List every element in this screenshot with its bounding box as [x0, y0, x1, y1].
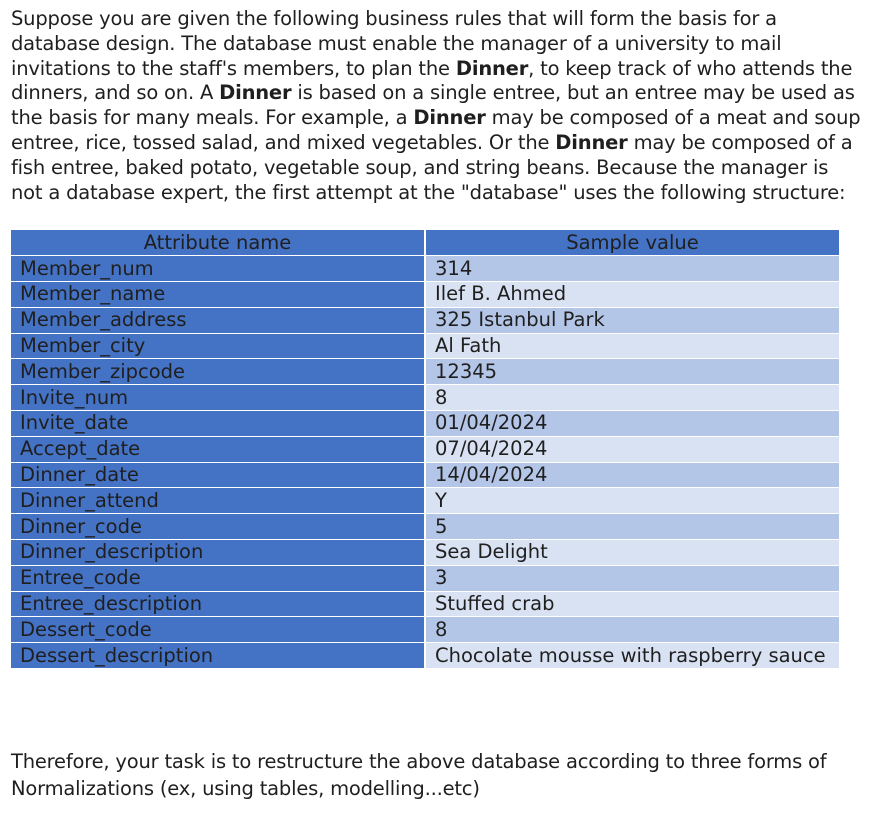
table-row — [11, 333, 839, 359]
table-row — [11, 643, 839, 669]
dinner-term: Dinner — [413, 106, 486, 130]
intro-text-5: may be composed of a fish entree, baked potato, vegetable soup, and string beans. Because the manager is not a database expert, the first attempt at the "database" uses the following structure: — [11, 130, 853, 204]
dinner-term: Dinner — [455, 56, 529, 80]
attribute-name-cell: Member_city — [11, 333, 425, 359]
table-row — [11, 385, 839, 411]
attribute-name-header: Attribute name — [11, 230, 425, 256]
attribute-name-cell: Dessert_description — [11, 643, 425, 669]
table-body — [11, 256, 839, 669]
table-row — [11, 256, 839, 282]
sample-value-cell: Chocolate mousse with raspberry sauce — [425, 643, 839, 669]
attribute-name-cell: Dessert_code — [11, 617, 425, 643]
intro-text-3: is based on a single entree, but an entree may be used as the basis for many meals. For example, a — [11, 81, 855, 130]
table-row — [11, 617, 839, 643]
sample-value-header: Sample value — [425, 230, 839, 256]
table-header-row — [11, 230, 839, 256]
table-row — [11, 436, 839, 462]
attribute-name-cell: Entree_description — [11, 591, 425, 617]
table-row — [11, 565, 839, 591]
attribute-name-cell: Entree_code — [11, 565, 425, 591]
sample-value-cell: 325 Istanbul Park — [425, 307, 839, 333]
table-row — [11, 307, 839, 333]
sample-value-cell: Ilef B. Ahmed — [425, 282, 839, 308]
intro-text-4: may be composed of a meat and soup entree, rice, tossed salad, and mixed vegetables. Or the — [11, 106, 861, 154]
attribute-name-cell: Member_zipcode — [11, 359, 425, 385]
attribute-name-cell: Dinner_attend — [11, 488, 425, 514]
table-row — [11, 359, 839, 385]
attribute-name-cell: Member_num — [11, 256, 425, 282]
sample-value-cell: 01/04/2024 — [425, 411, 839, 437]
attribute-name-cell: Accept_date — [11, 436, 425, 462]
task-paragraph: Therefore, your task is to restructure the above database according to three forms of Normalizations (ex, using tables, modelling...etc) — [11, 750, 827, 800]
sample-value-cell: Stuffed crab — [425, 591, 839, 617]
intro-text-2: , to keep track of who attends the dinners, and so on. A — [11, 56, 853, 105]
sample-value-cell: Al Fath — [425, 333, 839, 359]
attribute-name-cell: Invite_date — [11, 411, 425, 437]
sample-value-cell: Y — [425, 488, 839, 514]
sample-value-cell: 12345 — [425, 359, 839, 385]
sample-value-cell: 5 — [425, 514, 839, 540]
attribute-name-cell: Member_address — [11, 307, 425, 333]
table-row — [11, 411, 839, 437]
table-row — [11, 282, 839, 308]
attribute-table — [11, 230, 839, 669]
attribute-name-cell: Dinner_code — [11, 514, 425, 540]
table-row — [11, 540, 839, 566]
dinner-term: Dinner — [555, 130, 628, 154]
table-row — [11, 591, 839, 617]
table-row — [11, 462, 839, 488]
table-row — [11, 488, 839, 514]
attribute-name-cell: Invite_num — [11, 385, 425, 411]
sample-value-cell: 314 — [425, 256, 839, 282]
attribute-name-cell: Dinner_date — [11, 462, 425, 488]
attribute-name-cell: Member_name — [11, 282, 425, 308]
sample-value-cell: 14/04/2024 — [425, 462, 839, 488]
sample-value-cell: 3 — [425, 565, 839, 591]
table-row — [11, 514, 839, 540]
sample-value-cell: 8 — [425, 385, 839, 411]
dinner-term: Dinner — [219, 81, 292, 105]
attribute-name-cell: Dinner_description — [11, 540, 425, 566]
sample-value-cell: Sea Delight — [425, 540, 839, 566]
intro-text-1: Suppose you are given the following business rules that will form the basis for a database design. The database must enable the manager of a university to mail invitations to the staff's members, to plan the — [11, 7, 782, 80]
sample-value-cell: 8 — [425, 617, 839, 643]
intro-paragraph — [11, 7, 861, 205]
sample-value-cell: 07/04/2024 — [425, 436, 839, 462]
